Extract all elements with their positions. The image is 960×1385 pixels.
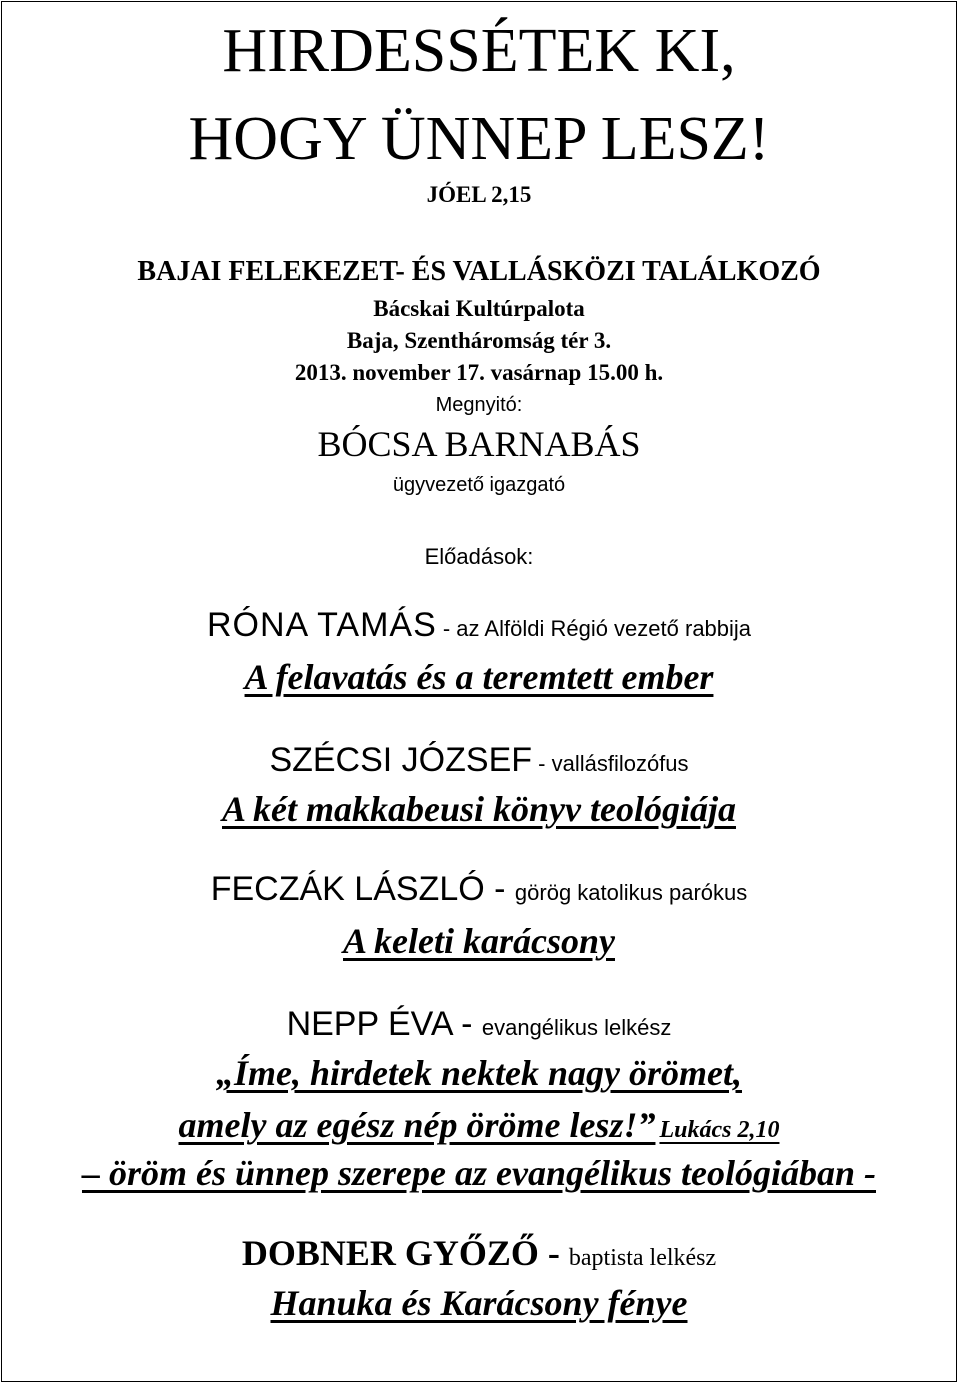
speaker-5 bbox=[2, 1232, 956, 1274]
scripture-reference: Lukács 2,10 bbox=[659, 1117, 780, 1143]
lecture-subtitle: – öröm és ünnep szerepe az evangélikus teológiában - bbox=[81, 1153, 876, 1193]
event-datetime: 2013. november 17. vasárnap 15.00 h. bbox=[294, 360, 664, 385]
speaker-name: SZÉCSI JÓZSEF bbox=[269, 741, 533, 779]
lecture-title-line-2-row bbox=[2, 1104, 956, 1146]
main-title-line-2: HOGY ÜNNEP LESZ! bbox=[188, 105, 770, 173]
lecture-title-line-2: amely az egész nép öröme lesz!” bbox=[178, 1105, 656, 1145]
bible-reference: JÓEL 2,15 bbox=[426, 182, 532, 207]
opening-label: Megnyitó: bbox=[435, 394, 523, 416]
lecture-title: A felavatás és a teremtett ember bbox=[244, 657, 714, 697]
event-address: Baja, Szentháromság tér 3. bbox=[346, 328, 612, 353]
lecture-title: Hanuka és Karácsony fénye bbox=[270, 1283, 688, 1323]
speaker-name: NEPP ÉVA - bbox=[286, 1005, 482, 1043]
speaker-name: FECZÁK LÁSZLÓ - bbox=[210, 870, 515, 908]
lectures-label: Előadások: bbox=[424, 544, 534, 569]
speaker-role: baptista lelkész bbox=[568, 1245, 717, 1271]
main-title-line-1: HIRDESSÉTEK KI, bbox=[222, 17, 736, 85]
speaker-role: - vallásfilozófus bbox=[532, 751, 689, 776]
speaker-role: - az Alföldi Régió vezető rabbija bbox=[436, 616, 752, 641]
speaker-1 bbox=[2, 606, 956, 645]
event-name: BAJAI FELEKEZET- ÉS VALLÁSKÖZI TALÁLKOZÓ bbox=[137, 256, 821, 287]
lecture-title-line-1: „Íme, hirdetek nektek nagy örömet, bbox=[216, 1053, 742, 1093]
event-venue: Bácskai Kultúrpalota bbox=[373, 296, 585, 321]
speaker-2 bbox=[2, 741, 956, 780]
speaker-4 bbox=[2, 1005, 956, 1044]
poster bbox=[1, 1, 957, 1382]
lecture-title: A két makkabeusi könyv teológiája bbox=[222, 789, 736, 829]
speaker-role: evangélikus lelkész bbox=[481, 1015, 672, 1040]
lecture-title: A keleti karácsony bbox=[343, 921, 615, 961]
opening-speaker-role: ügyvezető igazgató bbox=[392, 474, 566, 496]
opening-speaker-name: BÓCSA BARNABÁS bbox=[317, 424, 641, 464]
speaker-role: görög katolikus parókus bbox=[514, 880, 748, 905]
speaker-name: RÓNA TAMÁS bbox=[206, 606, 437, 644]
speaker-3 bbox=[2, 870, 956, 909]
speaker-name: DOBNER GYŐZŐ - bbox=[241, 1233, 569, 1273]
